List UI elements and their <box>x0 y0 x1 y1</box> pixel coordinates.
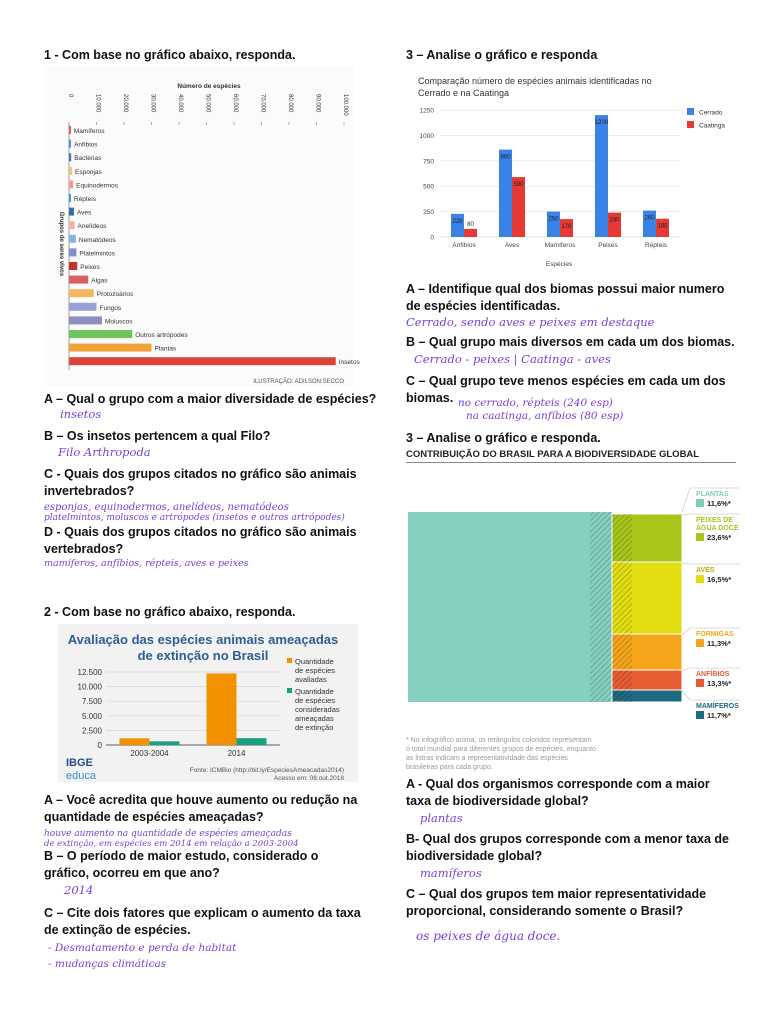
biome-legend-text: Cerrado <box>699 109 723 117</box>
infographic-value: 11,6%* <box>707 499 731 508</box>
threatened-chart-title1: Avaliação das espécies animais ameaçadas <box>67 632 339 647</box>
species-bar-label: Nematódeos <box>78 236 116 244</box>
threatened-y-tick: 5.000 <box>81 711 102 721</box>
threatened-legend-text: Quantidade <box>295 687 334 696</box>
biome-chart-title1: Comparação número de espécies animais identificadas no <box>418 76 652 86</box>
s2-question-b: B – O período de maior estudo, considerado o gráfico, ocorreu em que ano? <box>44 849 319 880</box>
s3a-answer-c-line2: na caatinga, anfíbios (80 esp) <box>466 410 624 422</box>
threatened-legend-text: de espécies <box>295 696 336 705</box>
biome-x-label: Aves <box>504 242 520 249</box>
threatened-bar <box>120 738 150 745</box>
infographic-block-stripes <box>612 562 632 634</box>
s2-answer-b: 2014 <box>64 883 94 897</box>
species-x-tick: 0 <box>67 94 73 98</box>
species-bar <box>69 289 94 297</box>
s2-question-c: C – Cite dois fatores que explicam o aumento da taxa de extinção de espécies. <box>44 906 361 937</box>
infographic-swatch <box>696 499 704 507</box>
species-bar <box>69 330 132 338</box>
species-bar-label: Plantas <box>154 345 177 353</box>
threatened-legend-text: avaliadas <box>295 675 327 684</box>
s1-answer-a: insetos <box>60 407 102 421</box>
infographic-divider <box>406 462 736 463</box>
species-x-tick: 40.000 <box>177 94 183 113</box>
species-chart-title: Número de espécies <box>177 83 241 90</box>
species-bar <box>69 167 72 175</box>
biome-bar <box>547 212 560 237</box>
infographic-label: MAMÍFEROS <box>696 703 739 710</box>
threatened-legend-text: de espécies <box>295 666 336 675</box>
biome-bar <box>451 214 464 237</box>
biome-y-tick: 0 <box>430 234 434 242</box>
infographic-title: CONTRIBUIÇÃO DO BRASIL PARA A BIODIVERSIDADE GLOBAL <box>406 449 700 460</box>
section3a-title: 3 – Analise o gráfico e responda <box>406 48 598 62</box>
s3a-answer-b: Cerrado - peixes | Caatinga - aves <box>414 352 611 366</box>
infographic-swatch <box>696 575 704 583</box>
species-bar <box>69 153 71 161</box>
species-x-tick: 90.000 <box>314 94 321 113</box>
infographic-connector <box>682 514 740 515</box>
species-x-tick: 60.000 <box>232 94 238 113</box>
biome-chart <box>410 70 738 270</box>
species-chart-ylabel: Grupos de seres vivos <box>58 211 64 277</box>
threatened-legend-swatch <box>287 658 292 663</box>
biome-x-label: Répteis <box>644 242 668 249</box>
species-bar-label: Anfíbios <box>74 141 98 149</box>
infographic-value: 16,5%* <box>707 575 732 584</box>
biome-y-tick: 250 <box>423 209 434 217</box>
s1-question-c: C - Quais dos grupos citados no gráfico são animais invertebrados? <box>44 467 357 498</box>
species-bar-label: Aves <box>76 209 92 217</box>
footnote-line1: * No infográfico acima, os retângulos coloridos representam <box>406 737 592 744</box>
species-x-tick: 80.000 <box>287 94 293 113</box>
s2-answer-c-line2: - mudanças climáticas <box>48 958 167 970</box>
species-bar <box>69 276 88 284</box>
biome-legend-swatch <box>687 108 694 115</box>
species-bar <box>69 303 97 311</box>
biome-bar-value: 260 <box>644 215 655 222</box>
threatened-y-tick: 0 <box>97 741 102 750</box>
threatened-legend-text: Quantidade <box>295 657 334 666</box>
species-bar-label: Algas <box>91 277 108 285</box>
s3a-answer-c-line1: no cerrado, répteis (240 esp) <box>458 397 613 409</box>
threatened-x-label: 2014 <box>227 749 246 758</box>
biome-bar-value: 176 <box>561 224 572 231</box>
species-bar-label: Protozoários <box>96 291 134 299</box>
s3b-answer-b: mamíferos <box>420 866 482 880</box>
infographic-connector <box>682 563 740 564</box>
infographic-connector <box>682 691 740 700</box>
s1-question-a: A – Qual o grupo com a maior diversidade de espécies? <box>44 392 377 406</box>
threatened-legend-text: consideradas <box>295 705 340 714</box>
threatened-legend-swatch <box>287 688 292 693</box>
infographic-value: 11,7%* <box>707 711 731 720</box>
species-bar-label: Outros artrópodes <box>135 332 188 339</box>
threatened-chart <box>58 624 358 782</box>
biodiversity-infographic <box>406 484 740 736</box>
species-bar <box>69 316 102 324</box>
species-bar <box>69 126 71 134</box>
species-chart-credit: ILUSTRAÇÃO: ADILSON SECCO <box>253 379 344 385</box>
infographic-label: PLANTAS <box>696 491 729 498</box>
s1-question-b: B – Os insetos pertencem a qual Filo? <box>44 429 271 443</box>
s3b-question-a: A - Qual dos organismos corresponde com a maior taxa de biodiversidade global? <box>406 777 710 808</box>
biome-x-label: Mamíferos <box>544 242 576 249</box>
species-bar <box>69 344 152 352</box>
species-chart <box>44 66 360 386</box>
section1-title: 1 - Com base no gráfico abaixo, responda. <box>44 48 296 62</box>
biome-bar <box>608 213 621 237</box>
species-bar-label: Répteis <box>73 196 96 203</box>
biome-legend-text: Caatinga <box>699 122 726 130</box>
species-bar <box>69 248 76 256</box>
biome-legend-swatch <box>687 121 694 128</box>
s1-answer-b: Filo Arthropoda <box>58 445 151 459</box>
biome-bar-value: 180 <box>657 223 668 230</box>
s3b-question-c: C – Qual dos grupos tem maior representatividade proporcional, considerando somente o Brasil? <box>406 887 707 918</box>
infographic-block-stripes <box>612 634 632 670</box>
species-bar-label: Platelmintos <box>79 250 115 258</box>
infographic-label: ANFÍBIOS <box>696 671 730 678</box>
species-bar-label: Mamíferos <box>73 128 105 135</box>
biome-y-tick: 1000 <box>419 132 434 140</box>
biome-y-tick: 500 <box>423 183 434 191</box>
biome-bar-value: 860 <box>500 154 511 161</box>
species-bar-label: Peixes <box>80 264 100 271</box>
species-bar-label: Moluscos <box>105 318 133 326</box>
species-x-tick: 50.000 <box>204 94 211 113</box>
species-x-tick: 100.000 <box>342 94 348 116</box>
s1-question-d: D - Quais dos grupos citados no gráfico são animais vertebrados? <box>44 525 357 556</box>
biome-y-tick: 750 <box>423 158 434 166</box>
infographic-block-stripes <box>612 690 632 702</box>
species-bar <box>69 235 76 243</box>
threatened-chart-title2: de extinção no Brasil <box>137 648 269 663</box>
plants-world-block <box>408 512 590 702</box>
threatened-chart-access: Acesso em: 08.out.2018 <box>273 775 344 782</box>
infographic-swatch <box>696 711 704 719</box>
threatened-x-label: 2003-2004 <box>130 749 169 758</box>
infographic-swatch <box>696 533 704 541</box>
footnote-line2: o total mundial para diferentes grupos de espécies, enquanto <box>406 746 596 753</box>
species-bar-label: Bactérias <box>74 155 102 163</box>
infographic-label: ÁGUA DOCE <box>696 525 739 532</box>
footnote-line4: brasileiras para cada grupo. <box>406 764 493 771</box>
species-bar <box>69 262 77 270</box>
threatened-bar <box>237 738 267 745</box>
infographic-swatch <box>696 639 704 647</box>
biome-x-label: Anfíbios <box>452 242 476 249</box>
species-bar-label: Anelídeos <box>77 223 107 231</box>
section3b-title: 3 – Analise o gráfico e responda. <box>406 431 601 445</box>
infographic-block-stripes <box>612 514 632 562</box>
biome-bar-value: 228 <box>452 218 463 225</box>
infographic-value: 13,3%* <box>707 679 732 688</box>
threatened-y-tick: 7.500 <box>81 697 102 707</box>
s3a-question-b: B – Qual grupo mais diversos em cada um dos biomas. <box>406 335 735 349</box>
ibge-logo: IBGE <box>66 757 93 769</box>
threatened-y-tick: 2.500 <box>81 726 102 736</box>
species-bar-label: Esponjas <box>75 168 102 176</box>
educa-logo: educa <box>66 770 96 782</box>
s3b-answer-c: os peixes de água doce. <box>416 929 561 943</box>
infographic-footnote <box>406 736 636 772</box>
species-x-tick: 10.000 <box>94 94 101 113</box>
s2-answer-a-line1: houve aumento na quantidade de espécies ameaçadas <box>44 829 292 839</box>
s3b-answer-a: plantas <box>420 811 463 825</box>
species-x-tick: 70.000 <box>259 94 266 113</box>
species-bar-label: Fungos <box>99 304 122 312</box>
s1-answer-d: mamíferos, anfíbios, répteis, aves e peixes <box>44 558 249 569</box>
infographic-block-stripes <box>612 670 632 690</box>
s1-answer-c-line2: platelmintos, moluscos e artrópodes (insetos e outros artrópodes) <box>44 513 345 523</box>
infographic-value: 23,6%* <box>707 533 732 542</box>
biome-chart-title2: Cerrado e na Caatinga <box>418 88 510 98</box>
s2-answer-a-line2: de extinção, em espécies em 2014 em relação a 2003-2004 <box>44 839 299 849</box>
threatened-y-tick: 12.500 <box>77 668 102 677</box>
species-bar <box>69 180 73 188</box>
biome-bar <box>643 211 656 237</box>
biome-chart-xlabel: Espécies <box>545 261 573 268</box>
s3a-answer-a: Cerrado, sendo aves e peixes em destaque <box>406 315 655 329</box>
biome-bar-value: 250 <box>548 216 559 223</box>
infographic-label: FORMIGAS <box>696 631 734 638</box>
threatened-legend-text: ameaçadas <box>295 714 334 723</box>
plants-brazil-stripes <box>590 512 612 702</box>
species-bar <box>69 194 71 202</box>
species-bar-label: Equinodermos <box>76 182 119 190</box>
s3b-question-b: B- Qual dos grupos corresponde com a menor taxa de biodiversidade global? <box>406 832 729 863</box>
species-bar-label: Insetos <box>338 359 360 367</box>
footnote-line3: as listras indicam a representatividade das espécies <box>406 755 568 762</box>
section2-title: 2 - Com base no gráfico abaixo, responda. <box>44 605 296 619</box>
s2-answer-c-line1: - Desmatamento e perda de habitat <box>48 942 237 954</box>
biome-bar-value: 240 <box>609 217 620 224</box>
infographic-swatch <box>696 679 704 687</box>
biome-bar <box>595 115 608 237</box>
biome-bar-value: 1200 <box>594 120 609 127</box>
s3a-question-c: C – Qual grupo teve menos espécies em cada um dos biomas. <box>406 374 726 405</box>
threatened-y-tick: 10.000 <box>77 682 102 692</box>
biome-bar-value: 80 <box>467 221 474 228</box>
biome-y-tick: 1250 <box>419 107 434 115</box>
species-bar <box>69 208 74 216</box>
infographic-label: AVES <box>696 567 715 574</box>
threatened-legend-text: de extinção <box>295 723 334 732</box>
s3a-question-a: A – Identifique qual dos biomas possui maior numero de espécies identificadas. <box>406 282 725 313</box>
biome-bar <box>464 229 477 237</box>
species-bar <box>69 357 336 365</box>
threatened-chart-source: Fonte: ICMBio (http://bit.ly/EspeciesAmeacadas2014) <box>189 767 344 774</box>
species-bar <box>69 221 75 229</box>
threatened-bar <box>150 741 180 745</box>
biome-bar <box>499 150 512 237</box>
s1-answer-c-line1: esponjas, equinodermos, anelídeos, nematódeos <box>44 502 289 513</box>
s2-question-a: A – Você acredita que houve aumento ou redução na quantidade de espécies ameaçadas? <box>44 793 358 824</box>
infographic-label: PEIXES DE <box>696 517 733 524</box>
infographic-value: 11,3%* <box>707 639 731 648</box>
species-x-tick: 20.000 <box>122 94 128 113</box>
biome-bar-value: 590 <box>513 182 524 189</box>
biome-x-label: Peixes <box>598 242 618 249</box>
species-bar <box>69 140 71 148</box>
threatened-bar <box>207 673 237 745</box>
species-x-tick: 30.000 <box>149 94 156 113</box>
